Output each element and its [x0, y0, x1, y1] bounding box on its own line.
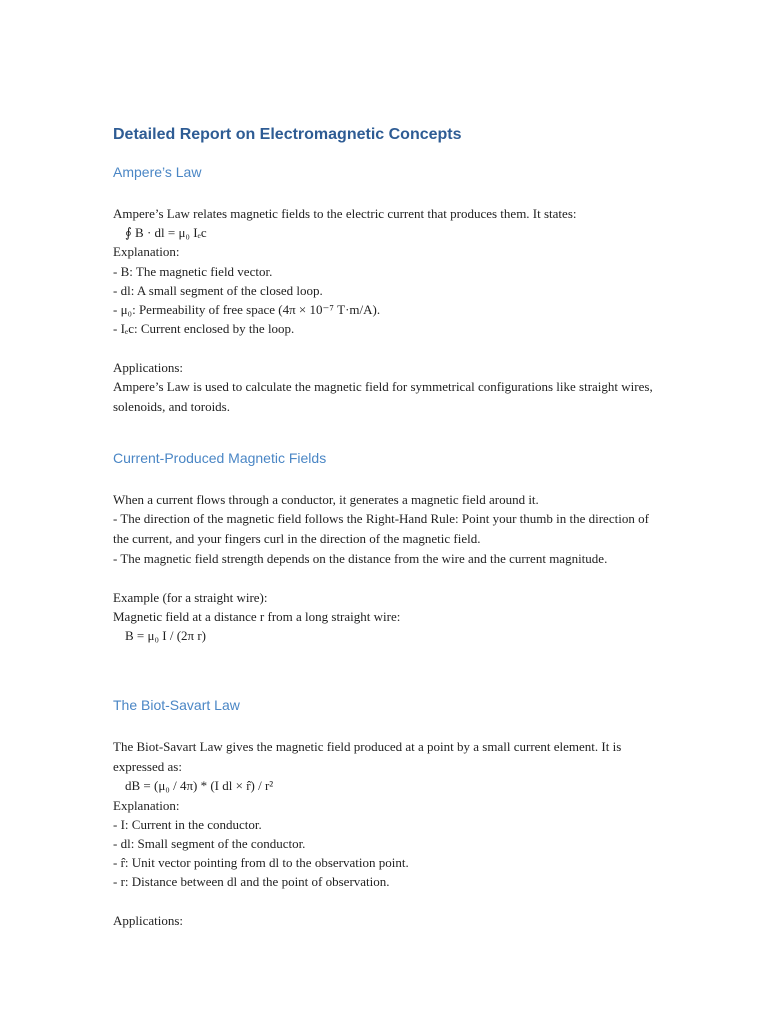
document-page [113, 124, 653, 928]
body-line: - r̂: Unit vector pointing from dl to the observation point. [113, 855, 409, 871]
section-heading: Current-Produced Magnetic Fields [113, 450, 327, 466]
section-current-produced-fields [113, 448, 653, 645]
equation-line: ∮ B · dl = μ₀ Iₑc [125, 225, 207, 241]
body-line: Applications: [113, 912, 184, 928]
body-line: Ampere’s Law relates magnetic fields to the electric current that produces them. It states: [113, 206, 577, 221]
body-line: - μ₀: Permeability of free space (4π × 10⁻⁷ T·m/A). [113, 302, 381, 318]
section-amperes-law [113, 162, 653, 416]
body-line: Example (for a straight wire): [113, 589, 268, 605]
body-line: - Iₑc: Current enclosed by the loop. [113, 321, 295, 337]
body-line: Explanation: [113, 797, 180, 813]
section-body [113, 204, 653, 416]
body-line: - I: Current in the conductor. [113, 816, 262, 832]
body-paragraph: - The direction of the magnetic field follows the Right-Hand Rule: Point your thumb in the direction of the current, and your fingers curl in the direction of the magnetic field. [113, 511, 649, 546]
blank-line [113, 568, 653, 587]
body-line: When a current flows through a conductor, it generates a magnetic field around it. [113, 492, 539, 507]
section-heading: Ampere’s Law [113, 164, 202, 180]
body-line: Applications: [113, 359, 184, 375]
body-line: - r: Distance between dl and the point of observation. [113, 874, 390, 890]
body-line: - B: The magnetic field vector. [113, 263, 273, 279]
section-biot-savart-law [113, 695, 653, 930]
blank-line [113, 892, 653, 911]
body-line: - dl: A small segment of the closed loop. [113, 282, 323, 298]
body-paragraph: - The magnetic field strength depends on the distance from the wire and the current magnitude. [113, 550, 608, 566]
body-line: Explanation: [113, 244, 180, 260]
document-title: Detailed Report on Electromagnetic Concepts [113, 126, 462, 143]
body-line: Magnetic field at a distance r from a long straight wire: [113, 608, 401, 624]
equation-line: B = μ₀ I / (2π r) [125, 627, 206, 643]
section-body [113, 490, 653, 645]
section-heading: The Biot-Savart Law [113, 697, 240, 713]
body-line: - dl: Small segment of the conductor. [113, 836, 306, 852]
equation-line: dB = (μ₀ / 4π) * (I dl × r̂) / r² [125, 778, 274, 794]
body-paragraph: Ampere’s Law is used to calculate the magnetic field for symmetrical configurations like straight wires, solenoids, and toroids. [113, 378, 653, 414]
blank-line [113, 338, 653, 357]
section-body [113, 737, 653, 930]
body-paragraph: The Biot-Savart Law gives the magnetic field produced at a point by a small current element. It is expressed as: [113, 739, 622, 774]
